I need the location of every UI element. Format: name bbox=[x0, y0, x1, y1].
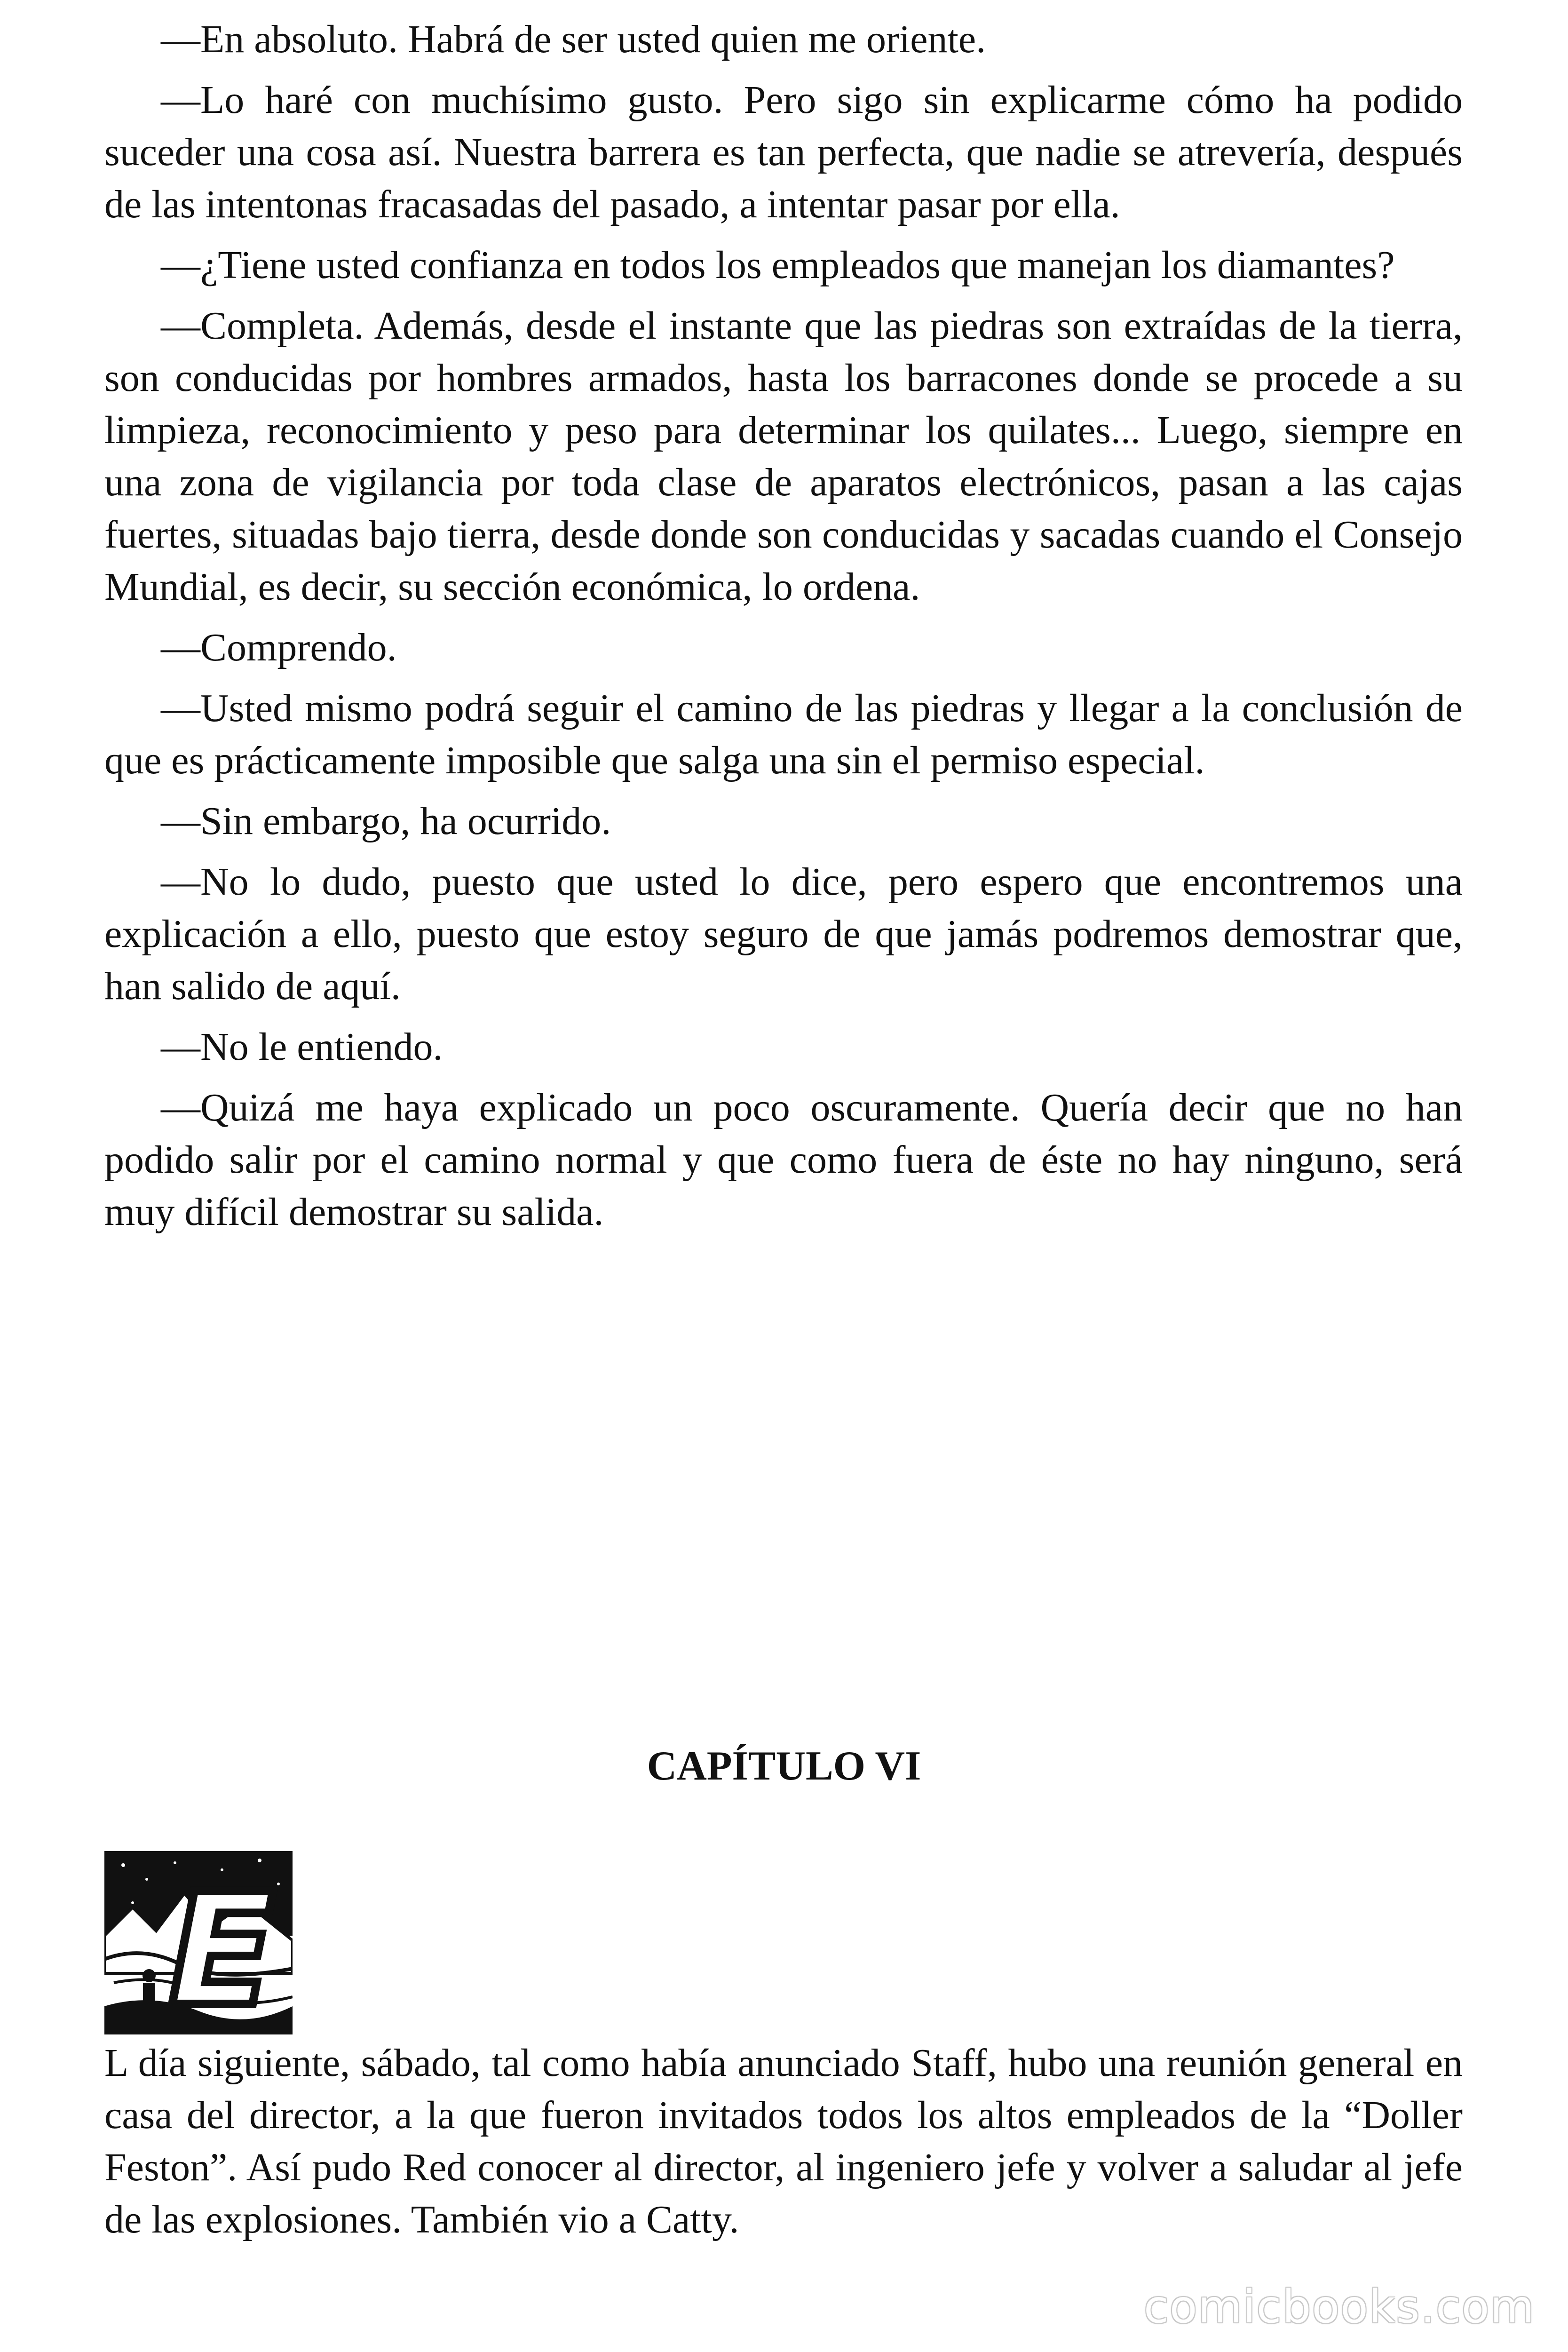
paragraph: —Comprendo. bbox=[161, 626, 397, 669]
drop-cap-letter: E bbox=[169, 1860, 275, 2034]
paragraph: —Sin embargo, ha ocurrido. bbox=[161, 799, 611, 843]
paragraph: —Completa. Además, desde el instante que las piedras son extraídas de la tierra, son conducidas por hombres armados, hasta los barracones donde se procede a su limpieza, reconocimiento y peso para determinar los quilates... Luego, siempre en una zona de vigilancia por toda clase de aparatos electrónicos, pasan a las cajas fuertes, situadas bajo tierra, desde donde son conducidas y sacadas cuando el Consejo Mundial, es decir, su sección económica, lo ordena. bbox=[104, 304, 1463, 609]
paragraph: —¿Tiene usted confianza en todos los empleados que manejan los diamantes? bbox=[161, 243, 1395, 287]
paragraph: —Usted mismo podrá seguir el camino de las piedras y llegar a la conclusión de que es prácticamente imposible que salga una sin el permiso especial. bbox=[104, 686, 1463, 782]
paragraph: L día siguiente, sábado, tal como había anunciado Staff, hubo una reunión general en casa del director, a la que fueron invitados todos los altos empleados de la “Doller Feston”. Así pudo Red conocer al director, al ingeniero jefe y volver a saludar al jefe de las explosiones. También vio a Catty. bbox=[104, 2041, 1463, 2241]
chapter-heading: CAPÍTULO VI bbox=[647, 1743, 921, 1789]
paragraph: —En absoluto. Habrá de ser usted quien me oriente. bbox=[161, 17, 986, 61]
paragraph: —No lo dudo, puesto que usted lo dice, pero espero que encontremos una explicación a ello, puesto que estoy seguro de que jamás podremos demostrar que, han salido de aquí. bbox=[104, 860, 1463, 1008]
watermark: comicbooks.com bbox=[1143, 2280, 1535, 2333]
chapter-text-block bbox=[104, 2037, 1463, 2254]
paragraph: —Quizá me haya explicado un poco oscuramente. Quería decir que no han podido salir por el camino normal y que como fuera de éste no hay ninguno, será muy difícil demostrar su salida. bbox=[104, 1086, 1463, 1234]
drop-cap-illustration bbox=[104, 1851, 293, 2034]
dialogue-text-block bbox=[104, 13, 1463, 1247]
paragraph: —Lo haré con muchísimo gusto. Pero sigo sin explicarme cómo ha podido suceder una cosa así. Nuestra barrera es tan perfecta, que nadie se atrevería, después de las intentonas fracasadas del pasado, a intentar pasar por ella. bbox=[104, 78, 1463, 226]
paragraph: —No le entiendo. bbox=[161, 1025, 443, 1069]
